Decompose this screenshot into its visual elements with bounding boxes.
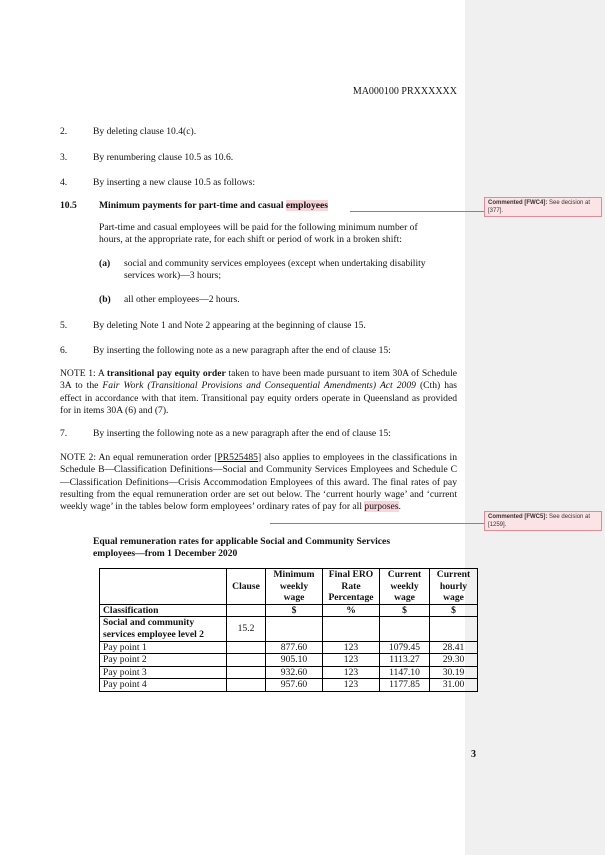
rates-table — [99, 568, 478, 692]
clause-number: 10.5 — [60, 200, 77, 211]
table-title: Equal remuneration rates for applicable Social and Community Services — [93, 536, 391, 547]
table-cell: 123 — [323, 654, 380, 667]
subclause-label: (a) — [99, 258, 111, 269]
item-text: By inserting the following note as a new paragraph after the end of clause 15: — [93, 428, 391, 439]
item-text: By inserting the following note as a new paragraph after the end of clause 15: — [93, 345, 391, 356]
table-units-cell: % — [323, 604, 380, 617]
table-header-cell — [100, 569, 227, 605]
table-cell: 30.19 — [430, 666, 478, 679]
item-text: By renumbering clause 10.5 as 10.6. — [93, 152, 234, 163]
table-cell: 1113.27 — [380, 654, 430, 667]
clause-heading — [99, 200, 328, 212]
note-1: NOTE 1: A transitional pay equity order taken to have been made pursuant to item 30A of Schedule 3A to the Fair Work (Transitional Provisions and Consequential Amendments) Act 2009 (Cth) has effect in accordance with that item. Transitional pay equity orders operate in Queensland as provided for in items 30A (6) and (7). — [60, 368, 457, 416]
item-number: 6. — [60, 345, 68, 356]
comment-pane — [465, 0, 605, 855]
clause-paragraph-line: hours, at the appropriate rate, for each shift or period of work in a broken shift: — [99, 234, 402, 245]
table-cell: 31.00 — [430, 679, 478, 692]
item-number: 2. — [60, 126, 68, 137]
comment-text: See decision at [1259]. — [488, 514, 591, 528]
table-title: employees—from 1 December 2020 — [93, 548, 238, 559]
table-units-cell: $ — [430, 604, 478, 617]
table-cell: 123 — [323, 666, 380, 679]
table-header-cell: Current hourly wage — [430, 569, 478, 605]
table-header-cell: Current weekly wage — [380, 569, 430, 605]
item-number: 7. — [60, 428, 68, 439]
table-cell: Pay point 2 — [100, 654, 227, 667]
document-reference: MA000100 PRXXXXXX — [352, 86, 457, 97]
table-header-cell: Minimum weekly wage — [266, 569, 323, 605]
page-number: 3 — [471, 749, 476, 760]
table-row — [100, 641, 478, 654]
table-group-clause: 15.2 — [227, 617, 266, 641]
table-cell: 1147.10 — [380, 666, 430, 679]
table-cell: 123 — [323, 641, 380, 654]
table-cell: Pay point 1 — [100, 641, 227, 654]
table-row — [100, 679, 478, 692]
subclause-text: all other employees—2 hours. — [124, 294, 240, 305]
note-2: NOTE 2: An equal remuneration order [PR525485] also applies to employees in the classifications in Schedule B—Classification Definitions—Social and Community Services Employees and Schedule C—Classification Definitions—Crisis Accommodation Employees of this award. The final rates of pay resulting from the equal remuneration order are set out below. The ‘current hourly wage’ and ‘current weekly wage’ in the tables below form employees’ ordinary rates of pay for all purposes. — [60, 452, 457, 513]
comment-text: See decision at [377]. — [488, 200, 591, 214]
subclause-text: social and community services employees (except when undertaking disability — [124, 258, 426, 269]
comment-balloon[interactable] — [484, 511, 602, 531]
table-header-cell: Clause — [227, 569, 266, 605]
table-header-row — [100, 569, 478, 605]
comment-connector — [350, 211, 484, 212]
table-units-cell — [227, 604, 266, 617]
table-cell: 123 — [323, 679, 380, 692]
table-cell: 932.60 — [266, 666, 323, 679]
table-cell: 29.30 — [430, 654, 478, 667]
item-text: By deleting clause 10.4(c). — [93, 126, 197, 137]
table-units-row — [100, 604, 478, 617]
clause-heading-text: Minimum payments for part-time and casual — [99, 200, 286, 211]
table-cell: 1177.85 — [380, 679, 430, 692]
table-cell — [227, 666, 266, 679]
item-number: 3. — [60, 152, 68, 163]
comment-connector — [270, 523, 484, 524]
table-cell: 877.60 — [266, 641, 323, 654]
comment-balloon[interactable] — [484, 197, 602, 217]
table-group-label: Social and community services employee level 2 — [100, 617, 227, 641]
clause-paragraph-line: Part-time and casual employees will be paid for the following minimum number of — [99, 222, 418, 233]
table-units-cell: $ — [266, 604, 323, 617]
table-group-row — [100, 617, 478, 641]
table-cell — [227, 641, 266, 654]
subclause-label: (b) — [99, 294, 111, 305]
order-link[interactable]: PR525485 — [217, 452, 258, 463]
comment-label: Commented [FWC4]: — [488, 200, 548, 206]
table-cell: Pay point 3 — [100, 666, 227, 679]
item-text: By deleting Note 1 and Note 2 appearing at the beginning of clause 15. — [93, 320, 366, 331]
table-cell: 957.60 — [266, 679, 323, 692]
table-cell: 905.10 — [266, 654, 323, 667]
table-units-cell: Classification — [100, 604, 227, 617]
table-header-cell: Final ERO Rate Percentage — [323, 569, 380, 605]
table-units-cell: $ — [380, 604, 430, 617]
table-cell — [227, 679, 266, 692]
table-cell: 28.41 — [430, 641, 478, 654]
item-number: 5. — [60, 320, 68, 331]
table-row — [100, 666, 478, 679]
table-row — [100, 654, 478, 667]
comment-label: Commented [FWC5]: — [488, 514, 548, 520]
commented-text[interactable]: purposes — [364, 501, 399, 513]
item-text: By inserting a new clause 10.5 as follows: — [93, 177, 255, 188]
table-cell: Pay point 4 — [100, 679, 227, 692]
subclause-text: services work)—3 hours; — [124, 270, 221, 281]
item-number: 4. — [60, 177, 68, 188]
table-cell — [227, 654, 266, 667]
table-cell: 1079.45 — [380, 641, 430, 654]
commented-text[interactable]: employees — [285, 200, 329, 211]
